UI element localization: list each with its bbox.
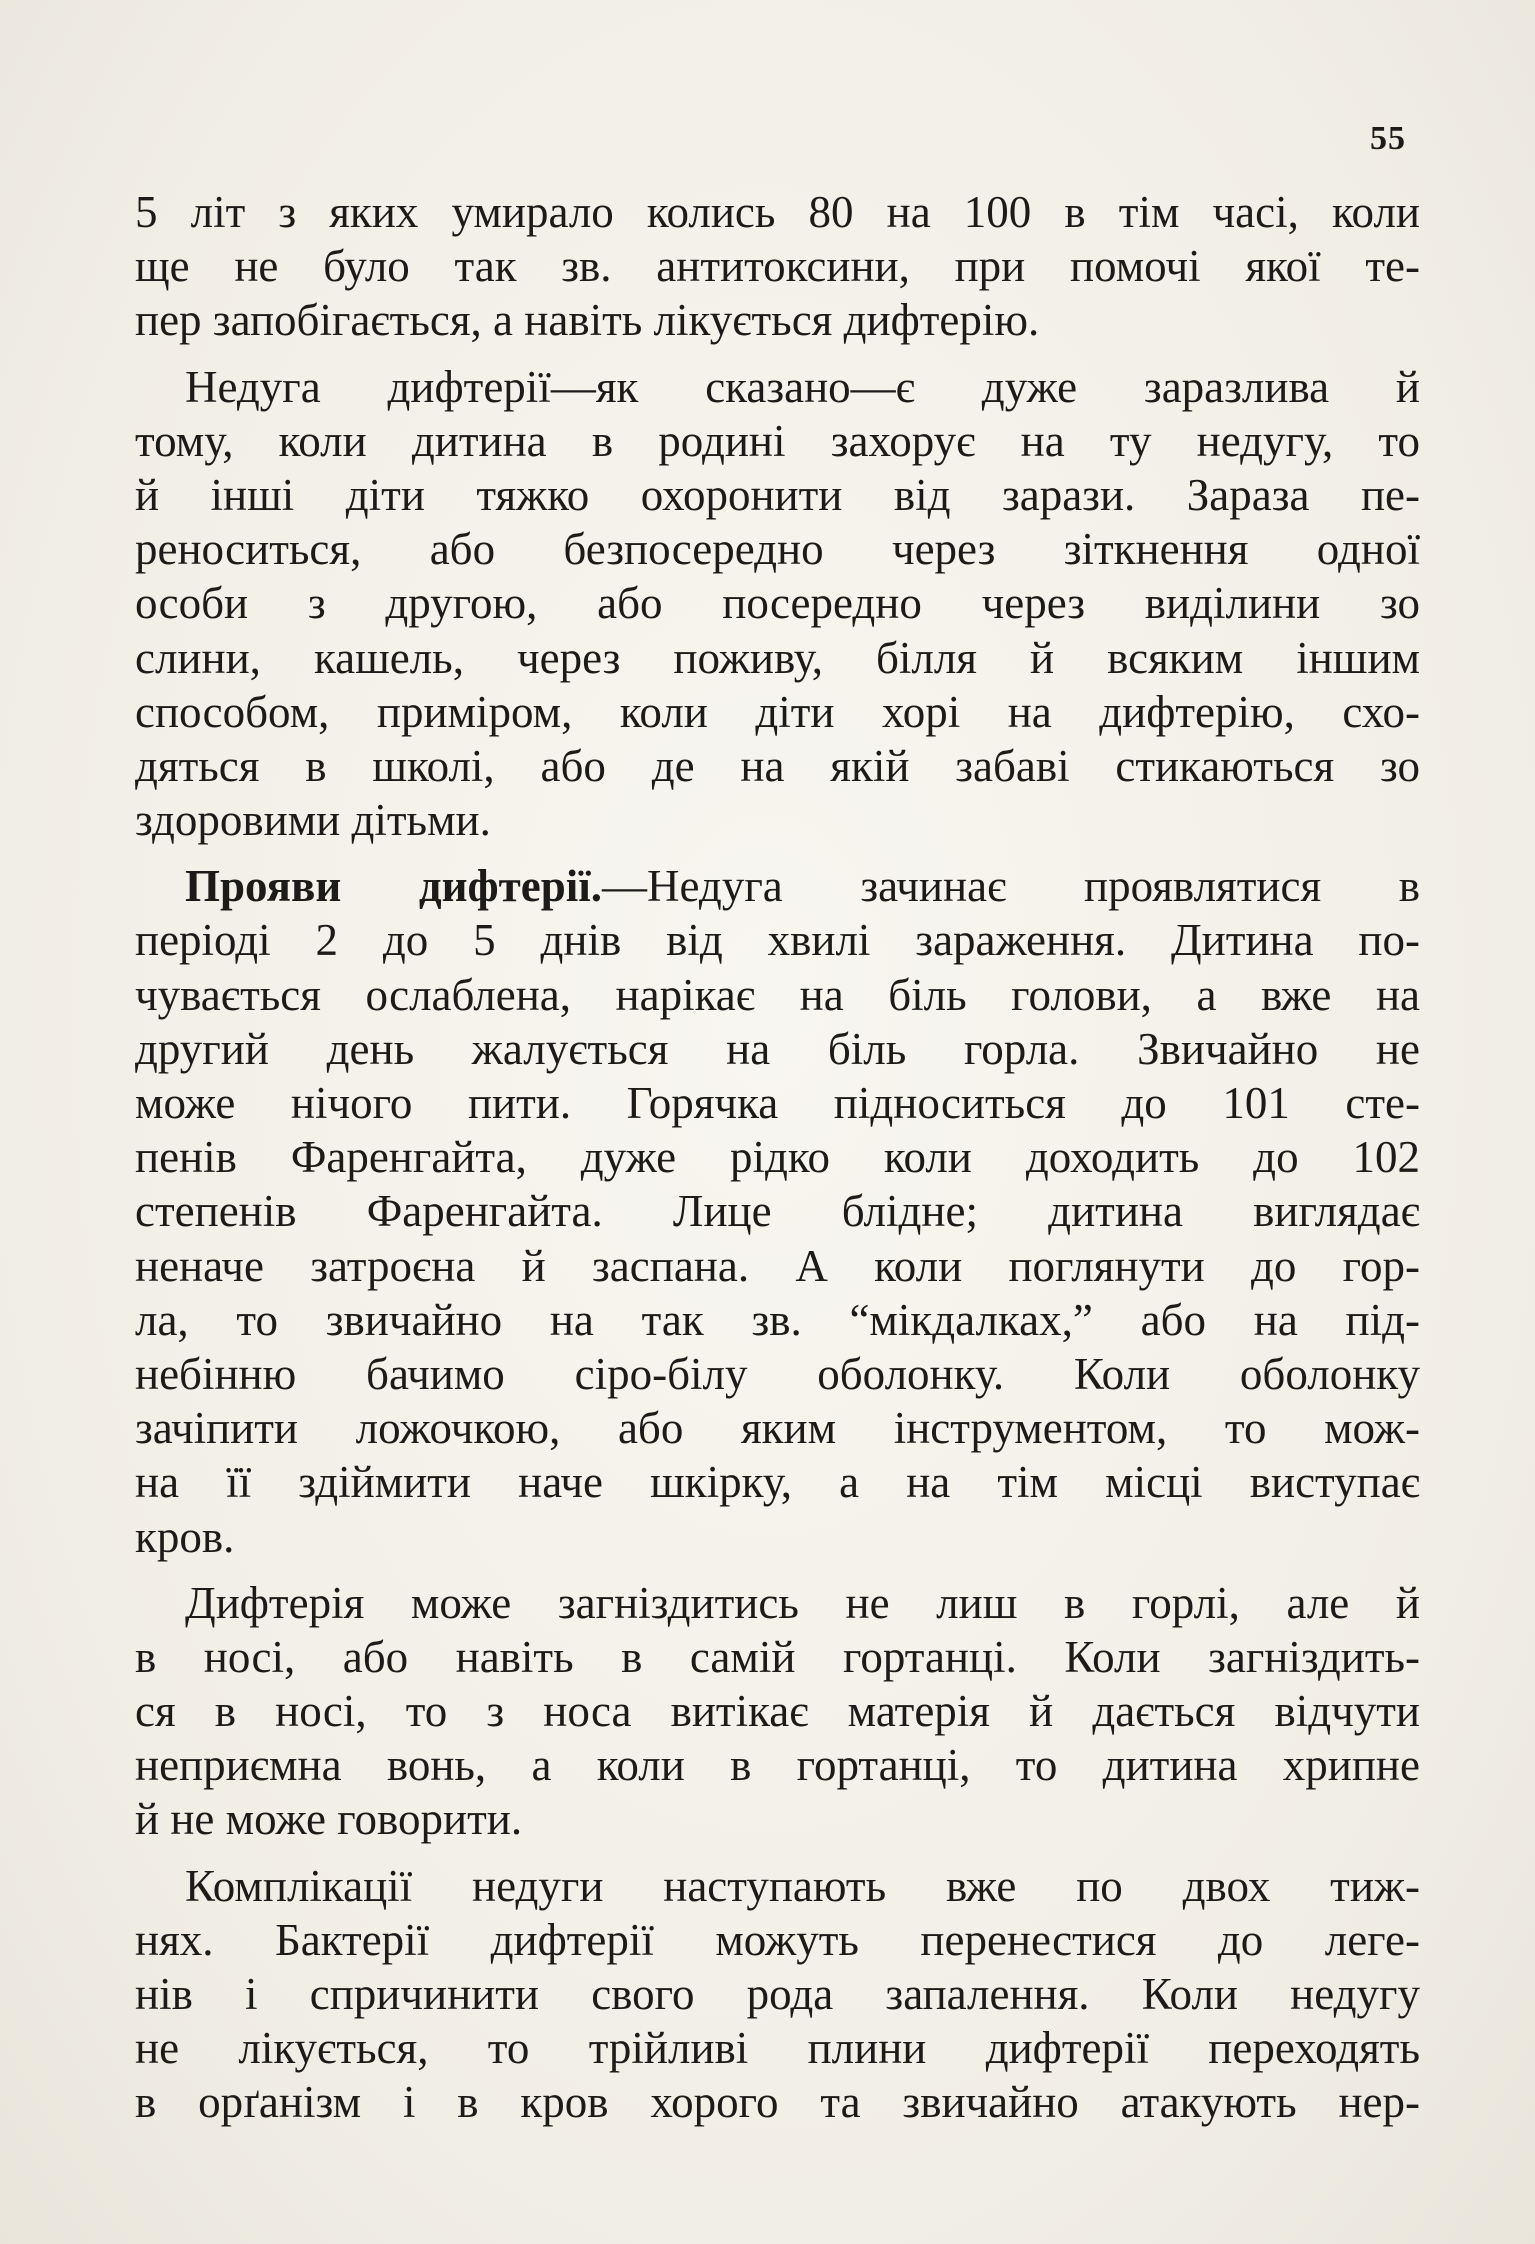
text-span: —Недуга зачинає проявлятися в [602,861,1420,912]
text-line: зачіпити ложочкою, або яким інструментом, то мож- [135,1403,1420,1454]
text-line: Дифтерія може загніздитись не лиш в горлі, але й [185,1577,1420,1628]
text-line: Комплікації недуги наступають вже по двох тиж- [185,1860,1420,1911]
text-line: небінню бачимо сіро-білу оболонку. Коли оболонку [135,1348,1420,1399]
text-line: чувається ослаблена, нарікає на біль голови, а вже на [135,969,1420,1020]
text-line: пер запобігається, а навіть лікується дифтерію. [135,295,1040,346]
text-line: способом, приміром, коли діти хорі на дифтерію, схо- [135,686,1420,737]
paragraph [135,360,1420,848]
text-line: дяться в школі, або де на якій забаві стикаються зо [135,740,1420,791]
text-line: нях. Бактерії дифтерії можуть перенестися до леге- [135,1914,1420,1965]
section-lead: Прояви дифтерії. [185,861,603,912]
text-line: не лікується, то трійливі плини дифтерії переходять [135,2023,1420,2074]
text-line: періоді 2 до 5 днів від хвилі зараження. Дитина по- [135,915,1420,966]
text-line: тому, коли дитина в родині захорує на ту недугу, то [135,415,1420,466]
text-line: здоровими дітьми. [135,795,491,846]
text-line: й не може говорити. [135,1794,523,1845]
page-number: 55 [1370,120,1406,157]
text-line: й інші діти тяжко охоронити від зарази. Зараза пе- [135,469,1420,520]
paragraph [135,1576,1420,1847]
text-line: в носі, або навіть в самій гортанці. Коли загніздить- [135,1631,1420,1682]
text-line: може нічого пити. Горячка підноситься до 101 сте- [135,1078,1420,1128]
text-line: нів і спричинити свого рода запалення. Коли недугу [135,1969,1420,2019]
paragraph [135,859,1420,1563]
text-line: неначе затроєна й заспана. А коли поглянути до гор- [135,1240,1420,1291]
text-line: другий день жалується на біль горла. Звичайно не [135,1023,1420,1074]
text-line [135,859,1420,913]
text-line: ще не було так зв. антитоксини, при помочі якої те- [135,241,1420,292]
paragraph [135,1859,1420,2130]
body-text [135,185,1420,2130]
text-line: на її здіймити наче шкірку, а на тім місці виступає [135,1457,1420,1508]
text-line: слини, кашель, через поживу, білля й всяким іншим [135,632,1420,683]
paragraph [135,185,1420,348]
text-line: пенів Фаренгайта, дуже рідко коли доходить до 102 [135,1132,1420,1183]
text-line: ла, то звичайно на так зв. “мікдалках,” або на під- [135,1294,1420,1345]
text-line: особи з другою, або посередно через виділини зо [135,578,1420,629]
text-line: ся в носі, то з носа витікає матерія й дається відчути [135,1686,1420,1737]
text-line: Недуга дифтерії—як сказано—є дуже заразлива й [185,361,1420,412]
text-line: неприємна вонь, а коли в гортанці, то дитина хрипне [135,1740,1420,1791]
text-line: степенів Фаренгайта. Лице бліднe; дитина виглядає [135,1186,1420,1237]
text-line: реноситься, або безпосередно через зіткнення одної [135,524,1420,575]
text-line: кров. [135,1511,235,1562]
text-line: в орґанізм і в кров хорого та звичайно атакують нер- [135,2077,1420,2128]
text-line: 5 літ з яких умирало колись 80 на 100 в тім часі, коли [135,187,1420,237]
